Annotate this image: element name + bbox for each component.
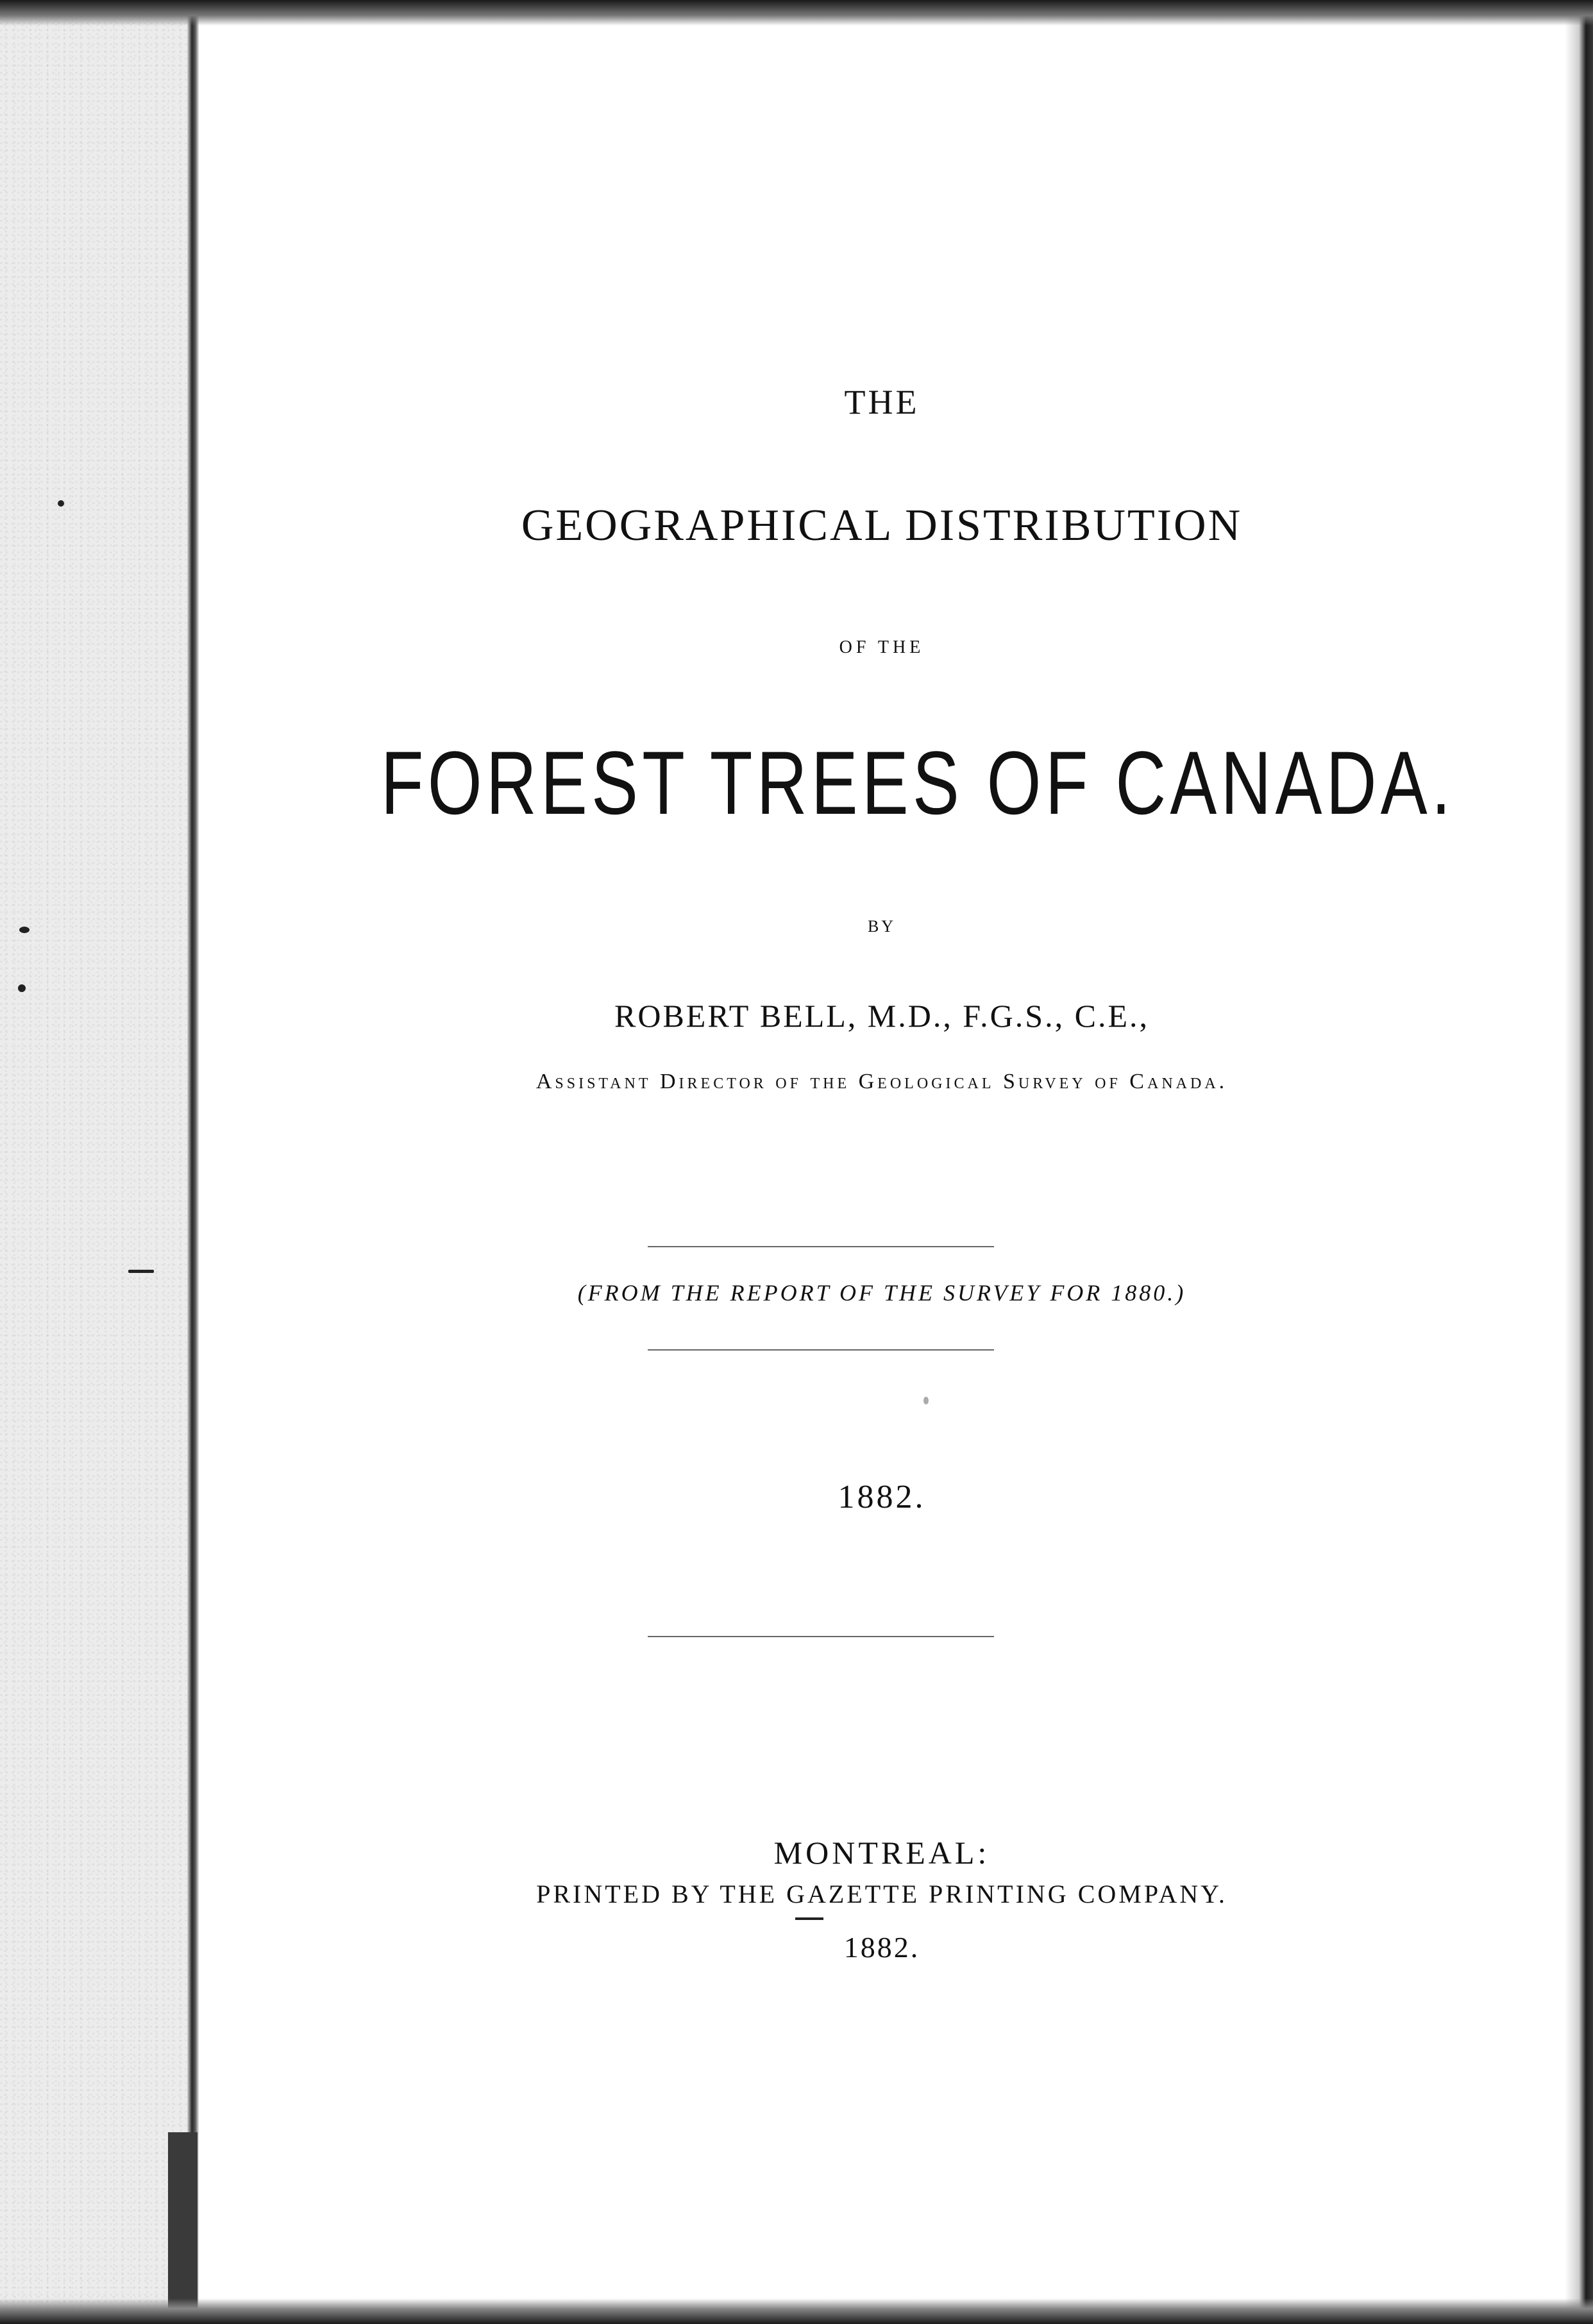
divider-rule bbox=[648, 1349, 994, 1351]
title-subject: GEOGRAPHICAL DISTRIBUTION bbox=[521, 501, 1243, 550]
paper-speck bbox=[128, 1270, 154, 1273]
source-note: (FROM THE REPORT OF THE SURVEY FOR 1880.) bbox=[577, 1280, 1186, 1306]
author-position: Assistant Director of the Geological Survey of Canada. bbox=[535, 1070, 1228, 1093]
paper-speck bbox=[18, 984, 26, 992]
title-the: THE bbox=[844, 383, 920, 421]
page-top-edge-shadow bbox=[0, 0, 1593, 26]
page-bottom-edge-shadow bbox=[0, 2298, 1593, 2324]
imprint-year: 1882. bbox=[843, 1931, 920, 1964]
divider-rule bbox=[648, 1636, 994, 1637]
title-of-the: OF THE bbox=[839, 637, 925, 657]
paper-speck bbox=[58, 500, 64, 507]
binding-shadow bbox=[187, 0, 199, 2324]
book-spine-endpaper bbox=[0, 0, 192, 2324]
paper-speck bbox=[19, 927, 30, 933]
title-page-paper bbox=[199, 0, 1565, 2324]
paper-speck bbox=[923, 1397, 929, 1404]
main-title: FOREST TREES OF CANADA. bbox=[380, 732, 1455, 833]
imprint-city: MONTREAL: bbox=[773, 1835, 990, 1871]
byline-by: BY bbox=[867, 917, 897, 936]
publication-year: 1882. bbox=[838, 1479, 926, 1515]
binding-dark-corner bbox=[168, 2132, 198, 2324]
imprint-printer: PRINTED BY THE GAZETTE PRINTING COMPANY. bbox=[536, 1880, 1227, 1908]
imprint-dash bbox=[795, 1917, 823, 1920]
page-right-edge-shadow bbox=[1565, 0, 1593, 2324]
author-name: ROBERT BELL, M.D., F.G.S., C.E., bbox=[614, 998, 1149, 1034]
divider-rule bbox=[648, 1246, 994, 1247]
